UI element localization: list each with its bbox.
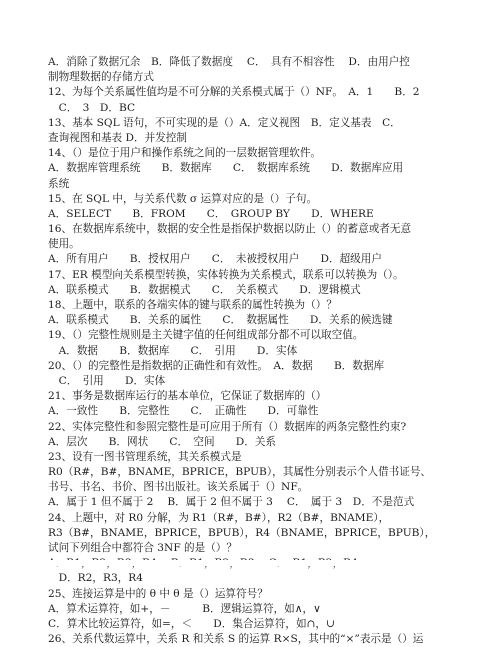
text-line: 22、实体完整性和参照完整性是可应用于所有（）数据库的两条完整性约束? — [48, 420, 407, 433]
text-line: 18、上题中，联系的各端实体的键与联系的属性转换为（）？ — [48, 299, 337, 311]
text-line: C．算术比较运算符，如=，＜ D．集合运算符，如∩，∪ — [48, 617, 335, 630]
text-line: C． 3 D．BC — [48, 101, 136, 114]
question-text-block — [48, 55, 456, 647]
text-line: A．数据库管理系统 B．数据库 C． 数据库系统 D．数据库应用 — [48, 162, 404, 175]
text-line: 23、设有一图书管理系统，其关系模式是 — [48, 450, 242, 463]
text-line: A．联系模式 B．数据模式 C． 关系模式 D．逻辑模式 — [48, 283, 361, 296]
text-line: 书号、书名、书价、图书出版社。该关系属于（）NF。 — [48, 481, 309, 494]
text-line: 系统 — [48, 177, 70, 190]
text-line: A．联系模式 B．关系的属性 C． 数据属性 D．关系的候选键 — [48, 314, 393, 327]
text-line: 21、事务是数据库运行的基本单位，它保证了数据库的（） — [48, 390, 327, 403]
text-line: 14、（）是位于用户和操作系统之间的一层数据管理软件。 — [48, 147, 322, 160]
text-line: A．属于 1 但不属于 2 B．属于 2 但不属于 3 C． 属于 3 D．不是范式 — [48, 496, 415, 509]
text-line: 使用。 — [48, 238, 80, 251]
text-line: 制物理数据的存储方式 — [48, 71, 154, 84]
text-line: R3（B#，BNAME，BPRICE，BPUB），R4（BNAME，BPRICE，BPUB）， — [48, 526, 436, 539]
text-line: 19、（）完整性规则是主关键字值的任何组成部分都不可以取空值。 — [48, 329, 364, 342]
text-line: A．算术运算符，如+，－ B．逻辑运算符，如∧，∨ — [48, 602, 321, 615]
text-line: 17、ER 模型向关系模型转换，实体转换为关系模式，联系可以转换为（）。 — [48, 268, 404, 281]
text-line: A．消除了数据冗余 B．降低了数据度 C． 具有不相容性 D．由用户控 — [48, 56, 410, 68]
text-line: R0（R#，B#，BNAME，BPRICE，BPUB），其属性分别表示个人借书证号、 — [48, 466, 432, 479]
text-line: 16、在数据库系统中，数据的安全性是指保护数据以防止（）的蓄意或者无意 — [48, 223, 412, 236]
text-line: D．R2，R3，R4 — [48, 572, 144, 585]
text-line: A．层次 B．网状 C． 空间 D．关系 — [48, 435, 277, 448]
text-line: 13、基本 SQL 语句，不可实现的是（）A．定义视图 B．定义基表 C． — [48, 116, 401, 129]
text-line: 24、上题中，对 R0 分解，为 R1（R#，B#），R2（B#，BNAME）， — [48, 511, 390, 524]
text-line: 20、（）的完整性是指数据的正确性和有效性。 A．数据 B．数据库 — [48, 359, 385, 372]
text-line: 25、连接运算是中的 θ 中 θ 是（）运算符号？ — [48, 587, 268, 600]
text-line: C． 引用 D．实体 — [48, 374, 166, 387]
text-line: 15、在 SQL 中，与关系代数 σ 运算对应的是（）子句。 — [48, 192, 318, 205]
text-line: 试问下列组合中都符合 3NF 的是（）？ — [48, 542, 237, 554]
text-line: A．所有用户 B．授权用户 C． 未被授权用户 D．超级用户 — [48, 253, 382, 266]
text-line: 26、关系代数运算中，关系 R 和关系 S 的运算 R×S，其中的“×”表示是（）运 — [48, 633, 424, 646]
text-line: 12、为每个关系属性值均是不可分解的关系模式属于（）NF。 A．1 B．2 — [48, 86, 420, 99]
text-line: A．数据 B．数据库 C． 引用 D．实体 — [48, 344, 298, 357]
text-line: 查询视图和基表 D．并发控制 — [48, 131, 187, 144]
text-line: A．一致性 B．完整性 C． 正确性 D．可靠性 — [48, 405, 319, 418]
text-line: A．SELECT B．FROM C． GROUP BY D．WHERE — [48, 207, 374, 220]
page-bottom-edge — [0, 560, 500, 566]
